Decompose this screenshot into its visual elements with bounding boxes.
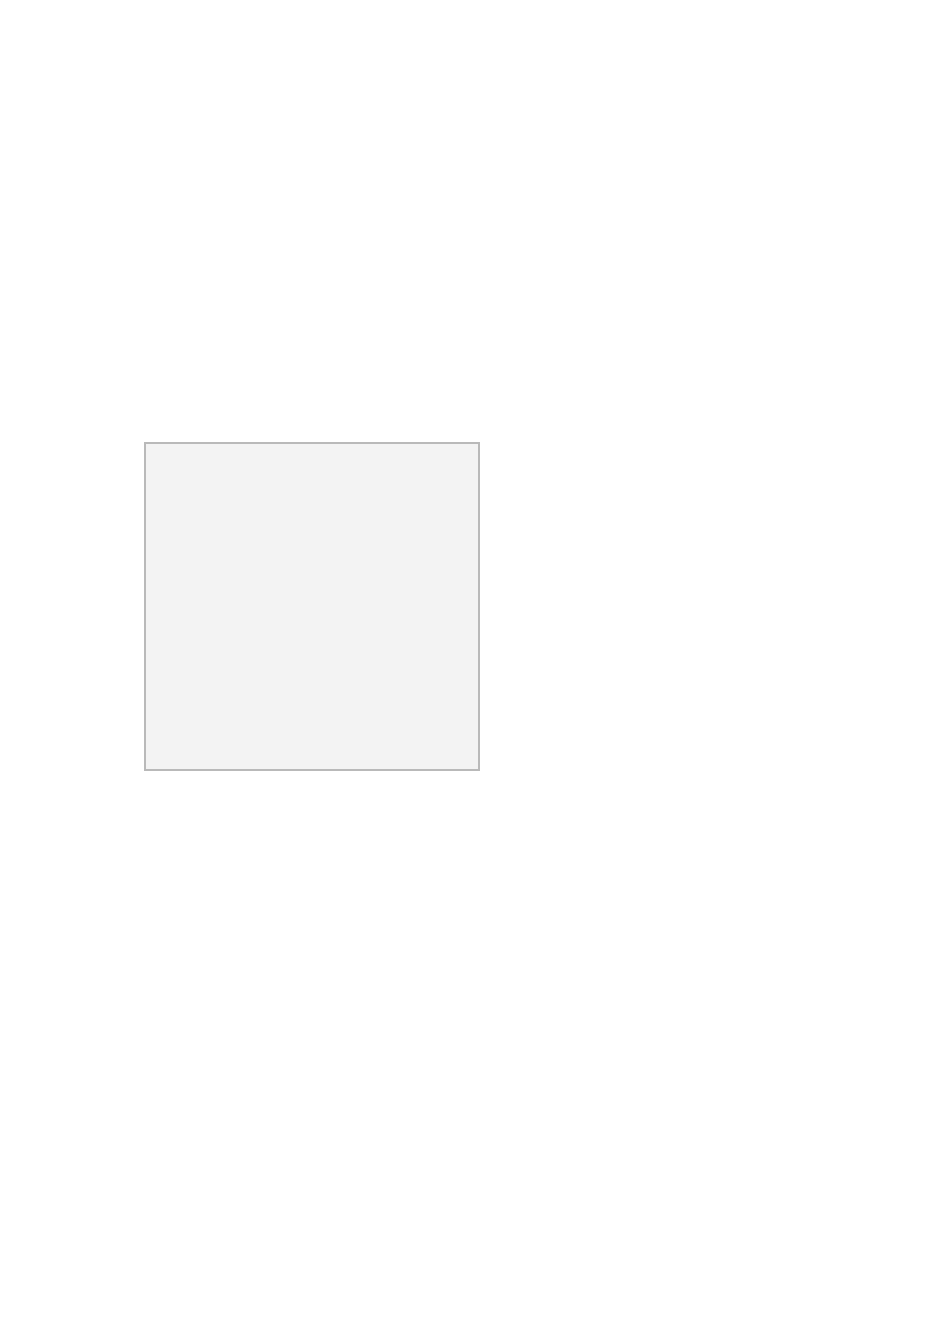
heaven-earth-plates-figure bbox=[0, 990, 950, 1344]
qimen-board bbox=[144, 442, 480, 771]
